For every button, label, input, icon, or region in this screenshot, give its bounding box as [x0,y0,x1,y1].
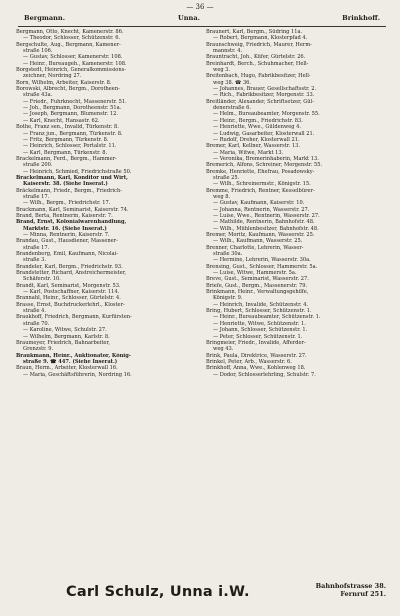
directory-entry: Borgstedt, Heinrich, Generalkommissions- [16,67,126,74]
directory-entry: — Rich., Fabrikbesitzer, Morgenstr. 33. [213,92,315,99]
directory-entry: — Karl, Knecht, Hansastr. 62. [23,117,100,124]
directory-entry: — Franz jun., Bergmann, Türkenstr. 8. [23,130,123,137]
directory-entry: — Heinr., Bureaugeh., Kamenerstr. 108. [23,60,127,67]
directory-entry: — Heinrich, Schlosser, Portalstr. 11. [23,143,117,150]
directory-entry: — Karoline, Witwe, Schulstr. 27. [23,327,107,334]
directory-entry: straße 3. [23,257,47,264]
directory-entry: Bothe, Franz sen., Invalid, Türkenstr. 8. [16,124,119,131]
directory-entry: — Johanna, Rentnerin, Wasserstr. 27. [213,206,310,213]
directory-entry: Bergschulte, Aug., Bergmann, Kamener- [16,41,121,48]
directory-entry: Braumeyer, Friedrich, Bahnarbeiter, [16,339,110,346]
directory-entry: Brinkhoff, Anna, Wwe., Kohlenweg 18. [206,365,306,372]
directory-entry: Bremme, Friedrich, Rentner, Kesselbürer- [206,187,315,194]
directory-entry: Bremer, Moritz, Kaufmann, Wasserstr. 25. [206,232,315,238]
directory-entry: — Henriette, Witwe, Schützenstr. 1. [213,320,306,327]
directory-entry: Bremke, Henriette, Ehefrau, Posadowsky- [206,168,315,175]
left-column [16,29,199,378]
directory-entry: Bringmeier, Friedr., Invalide, Afferder- [206,339,306,346]
directory-entry: — Luise, Wwe., Rentnerin, Wasserstr. 27. [213,212,320,219]
directory-entry: — Gustav, Schlosser, Kamenerstr. 108. [23,54,123,61]
directory-entry: — Heinr., Bergm., Friedrichstr. 83. [213,117,303,124]
directory-entry: — Karl, Postschaffner, Kaiserstr. 114. [23,289,120,296]
directory-entry: Braukmann, Heinr., Auktionator, König- [16,352,131,359]
directory-entry: — Hermine, Lehrerin, Wasserstr. 30a. [213,257,311,264]
directory-entry: zeichner, Nordring 27. [23,73,82,80]
directory-entry: Grenzstr. 9. [23,346,54,353]
directory-entry: straße 4. [23,308,47,315]
directory-entry: Schäferstr. 10. [23,276,61,283]
directory-entry: Brauntracht, Joh., Küfer, Gürtelstr. 26. [206,54,306,61]
directory-entry: Brensing, Gust., Schlosser, Hammerstr. 5a. [206,263,318,270]
page-number: — 36 — [186,3,214,11]
directory-entry: — Wilh., Kaufmann, Wasserstr. 25. [213,238,303,245]
header-center: Unna. [178,14,200,22]
directory-entry: Brannahl, Heinr., Schlosser, Gürtelstr. 4. [16,295,121,302]
directory-entry: Brand, Berta, Rentnerin, Kaiserstr. 7. [16,212,113,219]
directory-entry: — Wilh., Bergm., Friedrichstr. 17. [23,200,111,207]
header-right: Brinkhoff. [342,14,380,22]
directory-entry: Breinhardt, Berch., Schuhmacher, Hell- [206,60,309,67]
directory-entry: straße 17. [23,193,50,200]
directory-entry: weg 38. ☎ 36. [213,79,252,86]
directory-entry: Braun, Herm., Arbeiter, Klosterwall 16. [16,365,118,372]
directory-entry: straße 25. [213,174,240,181]
directory-entry: — Joh., Bergmann, Dorotheenstr. 51a. [23,105,122,112]
directory-entry: Brink, Paula, Direktrice, Wasserstr. 27. [206,352,307,359]
directory-entry: straße 43a. [23,92,53,99]
directory-entry: — Joseph, Bergmann, Blumenstr. 12. [23,111,119,118]
directory-entry: — Minna, Rentnerin, Kaiserstr. 7. [23,232,110,238]
directory-entry: Brandstetter, Richard, Anstreichermeister, [16,270,127,277]
directory-entry: — Wilh., Mühlenbesitzer, Bahnhofstr. 48. [213,225,319,232]
directory-entry: — Mathilde, Rentnerin, Bahnhofstr. 48. [213,219,315,226]
directory-entry: Brenner, Charlotte, Lehrerin, Wasser- [206,244,304,251]
directory-entry: — Helm., Bureaubeamter, Morgenstr. 55. [213,111,320,118]
address-phone: Fernruf 251. [340,590,386,598]
directory-entry: Brasse, Ernst, Buchdruckerlehrl., Kloster- [16,301,125,308]
directory-entry: Brandeler, Karl, Bergm., Friedrichstr. 93. [16,263,123,270]
directory-entry: straße 30a. [213,251,243,258]
directory-entry: — Wilhelm, Bergmann, Karlstr. 8. [23,333,110,340]
directory-entry: Brandt, Karl, Seminarist, Morgenstr. 53. [16,282,121,289]
header-left: Bergmann. [24,14,65,22]
directory-entry: weg 3. [213,67,231,74]
directory-entry: Brackelmann, Karl, Konditor und Wirt, [16,174,128,181]
directory-entry: Brinkel, Peter, Arb., Wasserstr. 6. [206,358,292,365]
directory-entry: Brand, Ernst, Kolonialwarenhandlung, [16,219,127,226]
directory-entry: weg 43. [213,346,234,353]
directory-entry: — Heinrich, Schmied, Friedrichstraße 50. [23,168,132,175]
advertiser-name: Carl Schulz, Unna i.W. [66,584,250,600]
directory-entry: Brinkmann, Heinr., Verwaltungsgehilfe, [206,289,309,296]
directory-entry: Breitenbach, Hugo, Fabrikbesitzer, Hell- [206,73,311,80]
directory-entry: — Fritz, Bergmann, Türkenstr. 8. [23,136,109,143]
directory-entry: straße 70. [23,320,50,327]
directory-entry: — Rudolf, Dreher, Klosterwall 21. [213,136,300,143]
directory-entry: weg 8. [213,193,231,200]
directory-entry: Braukhoff, Friedrich, Bergmann, Kurfürsten- [16,314,132,321]
right-column [206,29,389,378]
directory-entry: Braunert, Karl, Bergm., Südring 11a. [206,29,303,35]
directory-entry: — Wilh., Schreinermstr., Königstr. 15. [213,181,311,188]
directory-entry: straße 106. [23,48,53,55]
directory-entry: Marktstr. 16. (Siehe Inserat.) [23,225,107,232]
directory-entry: — Karl, Bergmann, Türkenstr. 8. [23,149,108,156]
directory-entry: — Maria, Witwe, Markt 13. [213,149,284,156]
directory-entry: straße 200. [23,162,53,169]
directory-entry: — Peter, Schlosser, Schützenstr. 1. [213,333,303,340]
directory-entry: — Johannes, Brauer, Gesellschaftsstr. 2. [213,86,317,93]
directory-entry: Bremer, Karl, Kellner, Wasserstr. 13. [206,143,301,150]
directory-entry: Brandenberg, Emil, Kaufmann, Nicolai- [16,251,119,258]
directory-entry: — Ludwig, Gasarbeiter, Klosterwall 21. [213,130,315,137]
directory-entry: Braunschweig, Friedrich, Maurer, Herm- [206,41,312,48]
directory-entry: — Gustav, Kaufmann, Kaiserstr. 10. [213,200,305,207]
directory-entry: — Henriette, Wwe., Güldenweg 4. [213,124,301,131]
directory-entry: — Johann, Schlosser, Schützenstr. 1. [213,327,308,334]
directory-entry: straße 9. ☎ 447. (Siehe Inserat.) [23,358,118,365]
directory-entry: Bring, Hubert, Schlosser, Schützenstr. 1. [206,308,312,315]
directory-entry: — Maria, Geschäftsführerin, Nordring 16. [23,371,132,378]
directory-entry: mannstr. 4. [213,48,243,55]
directory-entry: Brackmann, Karl, Seminarist, Kaiserstr. 74. [16,206,129,213]
directory-entry: Bremerich, Alfons, Schreiner, Morgenstr. 55. [206,162,323,169]
header-rule [18,26,386,27]
directory-entry: Bergmann, Otto, Knecht, Kamenerstr. 86. [16,29,124,35]
directory-entry: Borowski, Albrecht, Bergm., Dorotheen- [16,86,120,93]
directory-entry: — Heinrich, Invalide, Schützenstr. 4. [213,301,309,308]
address-street: Bahnhofstrasse 38. [315,582,386,590]
directory-entry: — Veronika, Bremerinhaberin, Markt 13. [213,155,319,162]
directory-entry: Born, Wilhelm, Arbeiter, Kaiserstr. 8. [16,79,112,86]
directory-entry: straße 17. [23,244,50,251]
directory-entry: denerstraße 6. [213,105,252,112]
footer-advertisement [16,578,388,608]
directory-entry: Bräckelmann, Friedr., Bergm., Friedrich- [16,187,123,194]
directory-entry: — Dodor, Schlosserlehrling, Schulstr. 7. [213,371,316,378]
directory-entry: — Robert, Bergmann, Klosterpfad 4. [213,35,308,42]
directory-entry: Briefe, Gust., Bergm., Massenerstr. 79. [206,282,308,289]
directory-entry: Breitländer, Alexander, Schriftsetzer, Gül- [206,98,314,105]
directory-entry: Kaiserstr. 38. (Siehe Inserat.) [23,181,108,188]
directory-entry: — Heinr., Bureaubeamter, Schützenstr. 1. [213,314,321,321]
directory-entry: — Theodor, Schlosser, Schützenstr. 6. [23,35,121,42]
directory-entry: Brandau, Gust., Hausdiener, Massener- [16,238,118,245]
directory-entry: Königstr. 9. [213,295,243,302]
directory-entry: — Luise, Witwe, Hammerstr. 5a. [213,270,297,277]
directory-entry: Brackelmann, Ferd., Bergm., Hammer- [16,155,117,162]
advertiser-address [316,582,386,598]
directory-entry: Breve, Gust., Seminarist, Wasserstr. 27. [206,276,309,283]
directory-entry: — Friedr., Fuhrknecht, Massenerstr. 51. [23,98,127,105]
